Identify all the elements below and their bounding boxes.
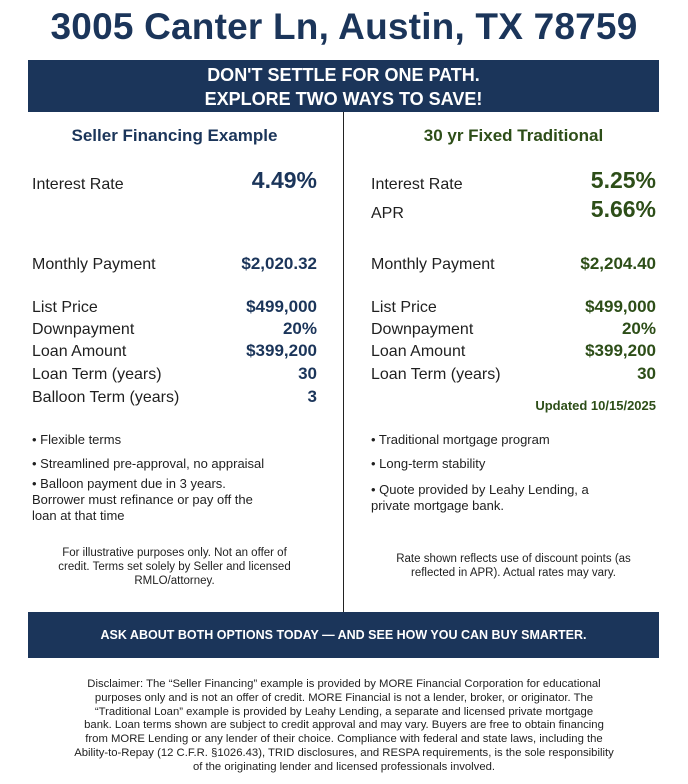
right-monthly-payment-row: [371, 250, 656, 274]
right-interest-rate-row: [371, 167, 656, 194]
right-list-price-label: List Price: [371, 299, 437, 316]
left-footnote-line-2: credit. Terms set solely by Seller and licensed: [58, 561, 291, 573]
disclaimer-line-4: bank. Loan terms shown are subject to credit approval and may vary. Buyers are free to obtain financing: [84, 719, 604, 732]
left-interest-rate-label: Interest Rate: [32, 176, 124, 193]
right-apr-value: 5.66%: [590, 196, 656, 222]
disclaimer-line-3: “Traditional Loan” example is provided by Leahy Lending, a separate and licensed private mortgage: [94, 705, 594, 718]
left-bullet-preapproval: • Streamlined pre-approval, no appraisal: [32, 456, 265, 471]
right-apr-row: [371, 196, 656, 223]
left-balloon-term-row: [32, 383, 317, 407]
traditional-loan-heading: 30 yr Fixed Traditional: [423, 126, 604, 145]
disclaimer-line-6: Ability-to-Repay (12 C.F.R. §1026.43), TRID disclosures, and RESPA requirements, is the sole responsibility: [74, 746, 614, 759]
left-list-price-value: $499,000: [246, 297, 317, 316]
left-list-price-label: List Price: [32, 299, 98, 316]
disclaimer-line-7: of the originating lender and licensed professionals involved.: [192, 760, 496, 773]
right-downpayment-value: 20%: [621, 319, 656, 338]
banner-line-1: DON'T SETTLE FOR ONE PATH.: [207, 65, 480, 85]
banner-line-2: EXPLORE TWO WAYS TO SAVE!: [204, 89, 483, 109]
left-downpayment-value: 20%: [282, 319, 317, 338]
right-loan-term-label: Loan Term (years): [371, 366, 501, 383]
left-footnote: [32, 546, 317, 588]
right-bullet-quote: • Quote provided by Leahy Lending, a: [371, 482, 589, 497]
right-footnote-line-2: reflected in APR). Actual rates may vary.: [411, 567, 616, 579]
left-balloon-term-value: 3: [307, 387, 317, 406]
right-loan-term-value: 30: [637, 364, 656, 383]
left-loan-term-value: 30: [298, 364, 317, 383]
right-loan-amount-label: Loan Amount: [371, 343, 466, 360]
left-monthly-payment-label: Monthly Payment: [32, 256, 156, 273]
left-footnote-line-1: For illustrative purposes only. Not an offer of: [62, 547, 287, 559]
right-list-price-row: [371, 293, 656, 317]
right-downpayment-row: [371, 315, 656, 339]
right-monthly-payment-value: $2,204.40: [580, 254, 656, 273]
left-bullet-balloon-cont-1: Borrower must refinance or pay off the: [32, 492, 253, 507]
right-footnote: [371, 552, 656, 580]
left-downpayment-row: [32, 315, 317, 339]
rate-updated-date: Updated 10/15/2025: [535, 398, 656, 413]
left-bullet-balloon: • Balloon payment due in 3 years.: [32, 476, 226, 491]
right-bullet-traditional: • Traditional mortgage program: [371, 432, 550, 447]
right-loan-term-row: [371, 360, 656, 384]
right-footnote-line-1: Rate shown reflects use of discount points (as: [396, 553, 631, 565]
right-apr-label: APR: [371, 205, 404, 222]
left-monthly-payment-row: [32, 250, 317, 274]
top-banner: [28, 60, 659, 112]
right-interest-rate-value: 5.25%: [590, 167, 656, 193]
column-divider: [343, 112, 344, 612]
left-balloon-term-label: Balloon Term (years): [32, 389, 180, 406]
left-downpayment-label: Downpayment: [32, 321, 135, 338]
left-loan-term-label: Loan Term (years): [32, 366, 162, 383]
left-footnote-line-3: RMLO/attorney.: [134, 575, 215, 587]
left-bullet-balloon-cont-2: loan at that time: [32, 508, 125, 523]
left-monthly-payment-value: $2,020.32: [241, 254, 317, 273]
disclaimer-line-1: Disclaimer: The “Seller Financing” example is provided by MORE Financial Corporation for educational: [87, 678, 601, 690]
left-loan-amount-row: [32, 337, 317, 361]
disclaimer-line-2: purposes only and is not an offer of credit. MORE Financial is not a lender, broker, or originator. The: [94, 691, 594, 704]
right-monthly-payment-label: Monthly Payment: [371, 256, 495, 273]
disclaimer-line-5: from MORE Lending or any lender of their choice. Compliance with federal and state laws, including the: [85, 733, 603, 746]
right-bullet-quote-cont: private mortgage bank.: [371, 498, 504, 513]
disclaimer: [34, 678, 654, 775]
right-interest-rate-label: Interest Rate: [371, 176, 463, 193]
right-bullet-stability: • Long-term stability: [371, 456, 486, 471]
right-downpayment-label: Downpayment: [371, 321, 474, 338]
seller-financing-heading: Seller Financing Example: [71, 126, 278, 145]
call-to-action-banner: ASK ABOUT BOTH OPTIONS TODAY — AND SEE HOW YOU CAN BUY SMARTER.: [28, 612, 659, 658]
left-interest-rate-row: [32, 167, 317, 194]
left-loan-amount-label: Loan Amount: [32, 343, 127, 360]
property-address-title: 3005 Canter Ln, Austin, TX 78759: [50, 6, 638, 47]
left-list-price-row: [32, 293, 317, 317]
left-loan-amount-value: $399,200: [246, 341, 317, 360]
right-loan-amount-value: $399,200: [585, 341, 656, 360]
left-bullet-flexible: • Flexible terms: [32, 432, 122, 447]
left-interest-rate-value: 4.49%: [251, 167, 317, 193]
right-loan-amount-row: [371, 337, 656, 361]
left-loan-term-row: [32, 360, 317, 384]
right-list-price-value: $499,000: [585, 297, 656, 316]
